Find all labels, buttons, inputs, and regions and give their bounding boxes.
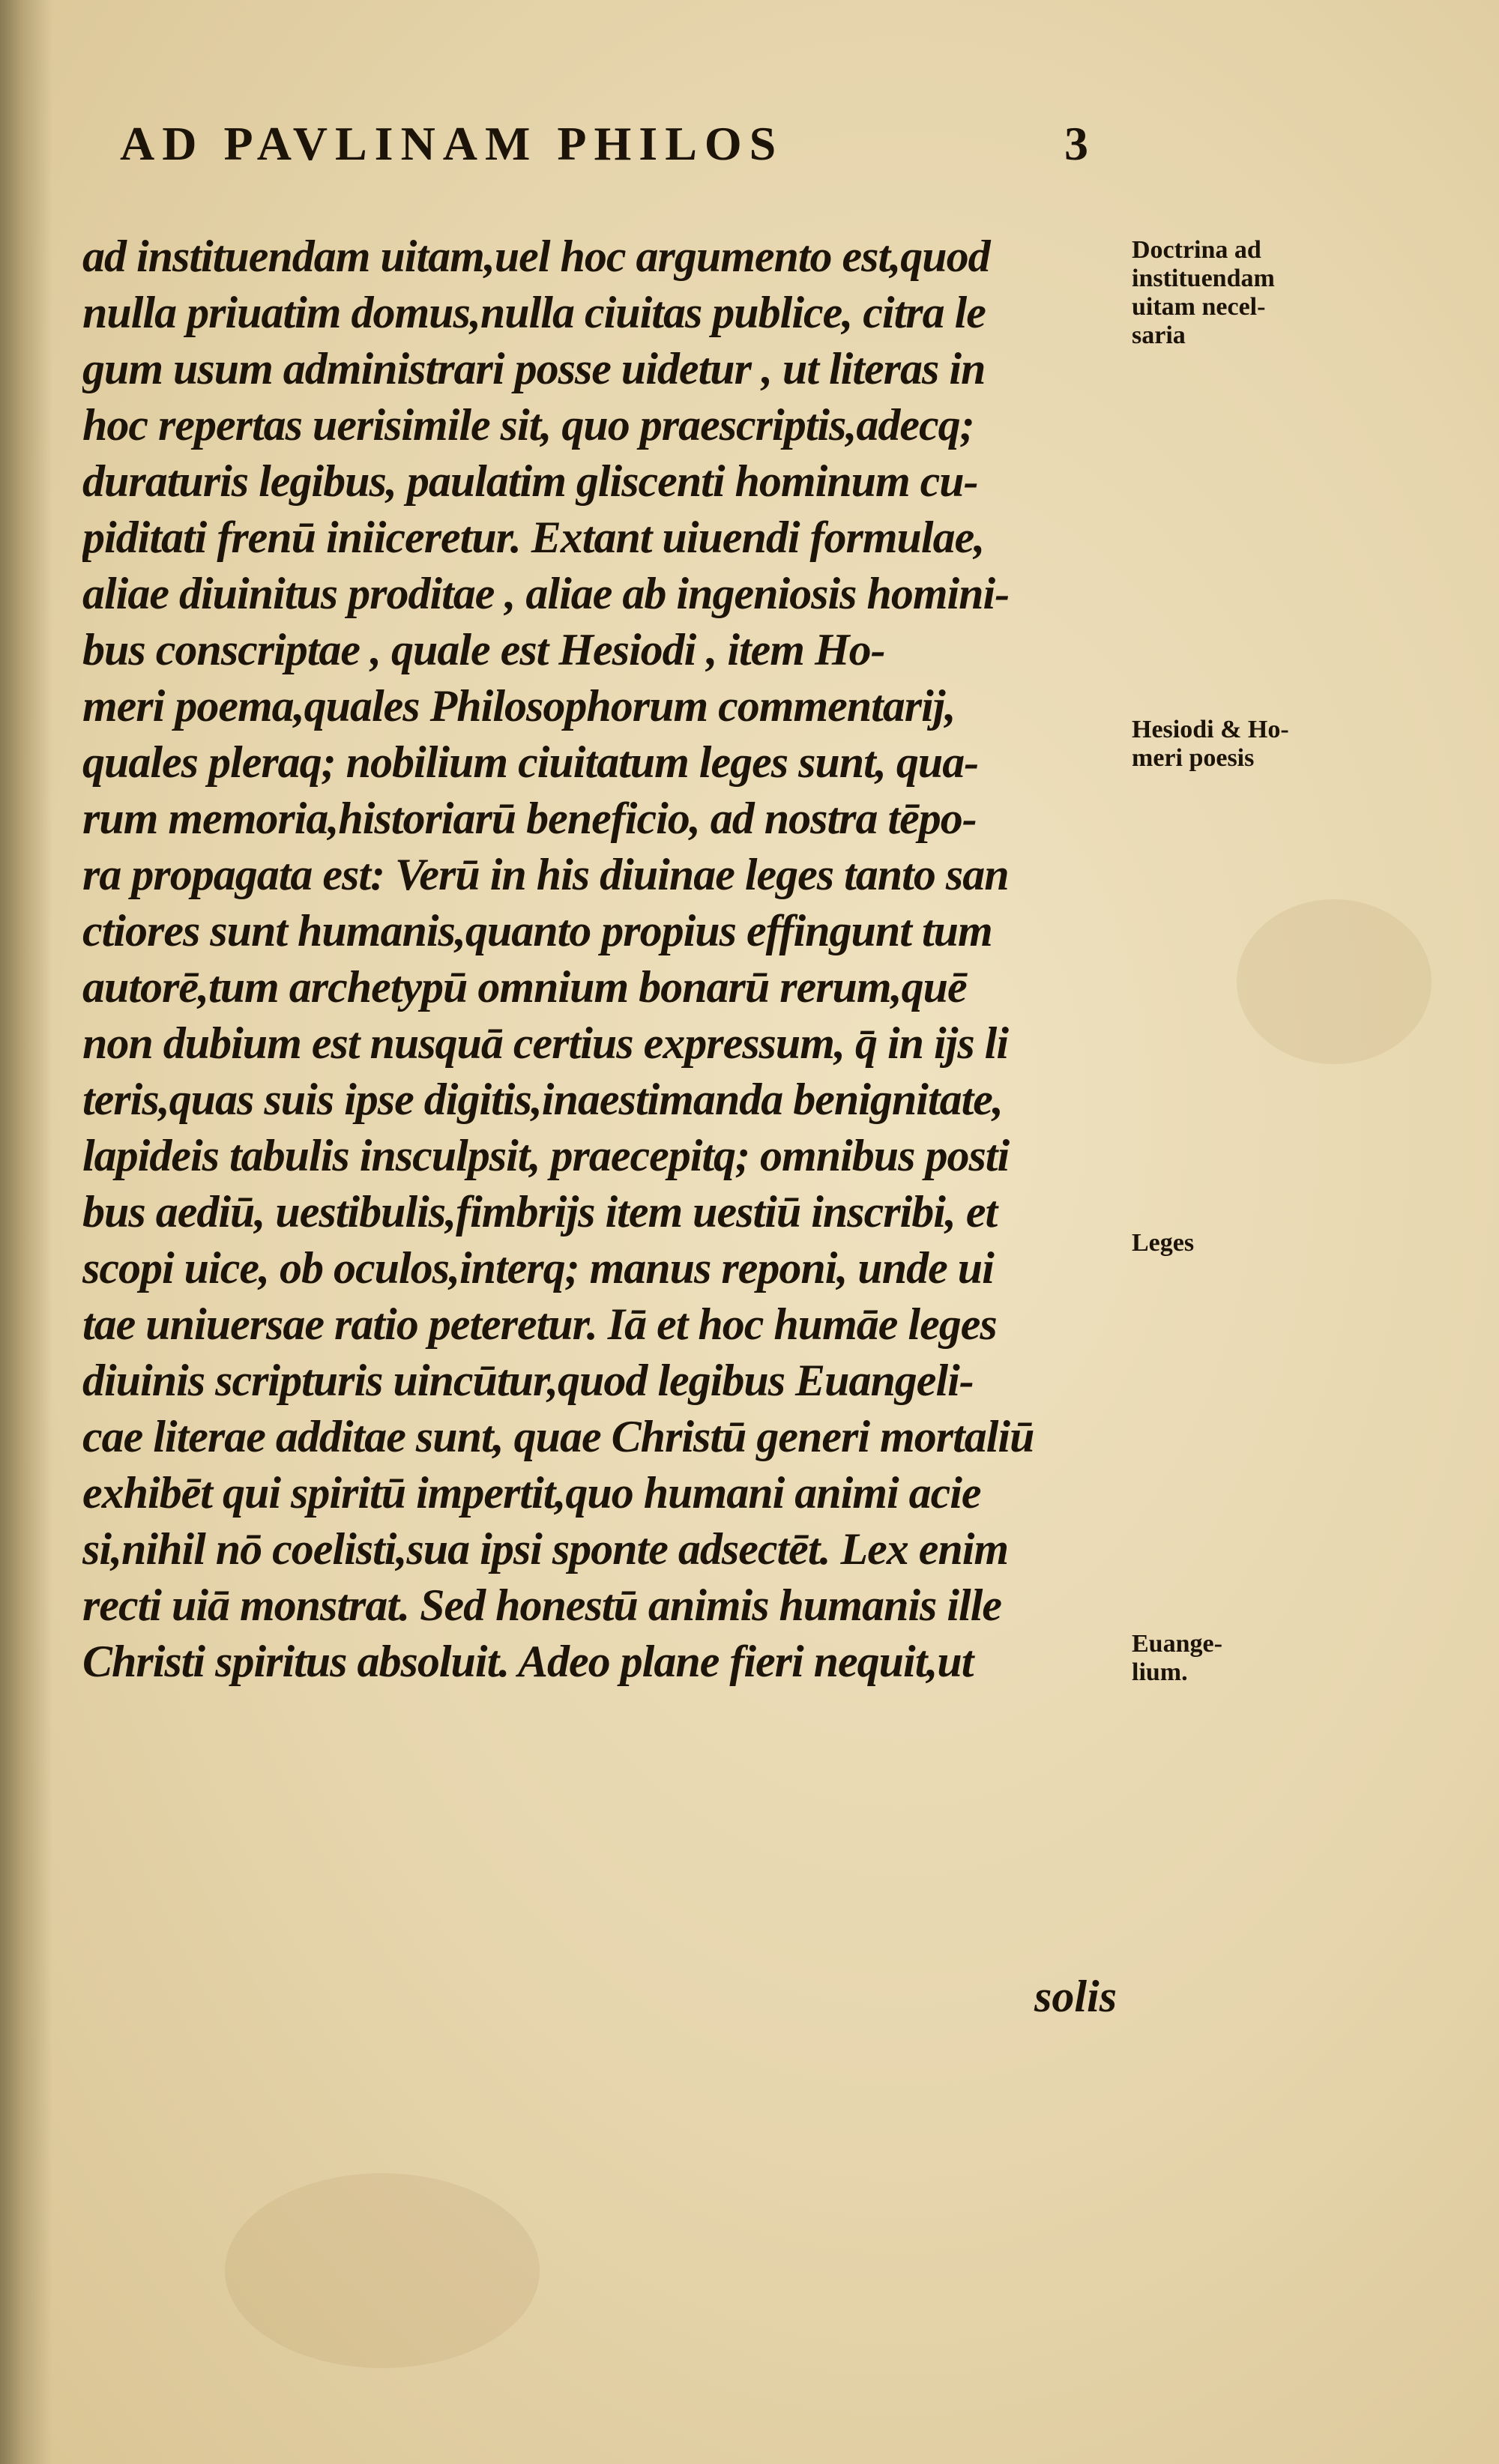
- marginal-note-line: uitam necel-: [1132, 293, 1266, 321]
- text-line: hoc repertas uerisimile sit, quo praescriptis,adecq;: [82, 400, 974, 450]
- text-line: ad instituendam uitam,uel hoc argumento est,quod: [82, 232, 990, 281]
- paper-stain: [225, 2173, 540, 2368]
- marginal-note: [1132, 1229, 1462, 1257]
- marginal-note-line: instituendam: [1132, 265, 1275, 292]
- marginal-note-line: Doctrina ad: [1132, 236, 1261, 264]
- text-line: cae literae additae sunt, quae Christū generi mortaliū: [82, 1412, 1034, 1461]
- text-line: autorē,tum archetypū omnium bonarū rerum,quē: [82, 962, 967, 1012]
- text-line: recti uiā monstrat. Sed honestū animis humanis ille: [82, 1580, 1001, 1630]
- marginal-note: [1132, 236, 1462, 350]
- text-line: scopi uice, ob oculos,interq; manus reponi, unde ui: [82, 1243, 994, 1293]
- text-line: tae uniuersae ratio peteretur. Iā et hoc humāe leges: [82, 1299, 997, 1349]
- marginal-note-line: Euange-: [1132, 1630, 1222, 1658]
- text-line: non dubium est nusquā certius expressum, q̄ in ijs li: [82, 1018, 1009, 1068]
- text-line: Christi spiritus absoluit. Adeo plane fieri nequit,ut: [82, 1637, 974, 1686]
- marginal-note-line: lium.: [1132, 1658, 1188, 1686]
- marginal-note-line: saria: [1132, 321, 1186, 349]
- text-line: bus aediū, uestibulis,fimbrijs item uestiū inscribi, et: [82, 1187, 998, 1236]
- marginal-note-line: Leges: [1132, 1229, 1195, 1257]
- text-line: si,nihil nō coelisti,sua ipsi sponte adsectēt. Lex enim: [82, 1524, 1009, 1574]
- marginal-note-line: meri poesis: [1132, 744, 1255, 772]
- marginal-note: [1132, 716, 1462, 773]
- text-line: ctiores sunt humanis,quanto propius effingunt tum: [82, 906, 992, 955]
- text-line: gum usum administrari posse uidetur , ut literas in: [82, 344, 986, 393]
- marginal-note: [1132, 1630, 1462, 1687]
- text-line: quales pleraq; nobilium ciuitatum leges sunt, qua-: [82, 737, 979, 787]
- text-line: rum memoria,historiarū beneficio, ad nostra tēpo-: [82, 794, 977, 843]
- text-line: aliae diuinitus proditae , aliae ab ingeniosis homini-: [82, 569, 1010, 618]
- main-text-block: [82, 229, 1132, 1690]
- catchword: solis: [1034, 1972, 1118, 2021]
- marginal-note-line: Hesiodi & Ho-: [1132, 716, 1289, 743]
- page-gutter-shadow: [0, 0, 52, 2464]
- text-line: bus conscriptae , quale est Hesiodi , item Ho-: [82, 625, 885, 674]
- paper-stain: [1237, 899, 1432, 1064]
- text-line: meri poema,quales Philosophorum commentarij,: [82, 681, 956, 731]
- text-line: lapideis tabulis insculpsit, praecepitq; omnibus posti: [82, 1131, 1010, 1180]
- text-line: exhibēt qui spiritū impertit,quo humani animi acie: [82, 1468, 981, 1518]
- text-line: duraturis legibus, paulatim gliscenti hominum cu-: [82, 456, 978, 506]
- text-line: piditati frenū iniiceretur. Extant uiuendi formulae,: [82, 513, 985, 562]
- page-number: 3: [1064, 117, 1088, 170]
- running-title: AD PAVLINAM PHILOS: [120, 117, 784, 170]
- text-line: nulla priuatim domus,nulla ciuitas publice, citra le: [82, 288, 986, 337]
- text-line: ra propagata est: Verū in his diuinae leges tanto san: [82, 850, 1009, 899]
- text-line: teris,quas suis ipse digitis,inaestimanda benignitate,: [82, 1075, 1003, 1124]
- text-line: diuinis scripturis uincūtur,quod legibus Euangeli-: [82, 1356, 974, 1405]
